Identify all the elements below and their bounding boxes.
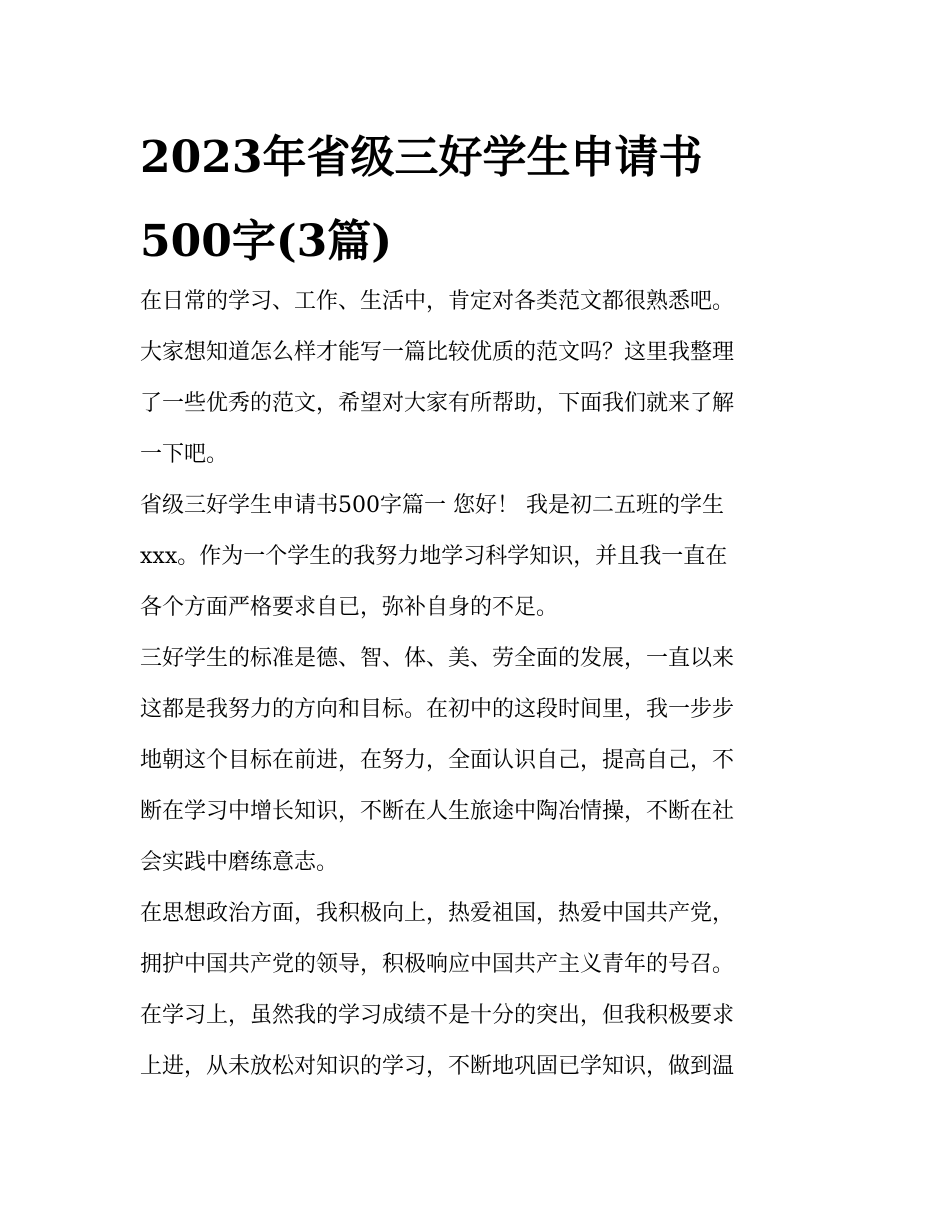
text-line: 在学习上，虽然我的学习成绩不是十分的突出，但我积极要求 bbox=[140, 1003, 735, 1028]
text-line: 这都是我努力的方向和目标。在初中的这段时间里，我一步步 bbox=[140, 697, 735, 722]
text-line: 上进，从未放松对知识的学习，不断地巩固已学知识，做到温 bbox=[140, 1054, 735, 1079]
document-body bbox=[140, 276, 820, 1092]
text-line: 省级三好学生申请书500字篇一 您好！ 我是初二五班的学生 bbox=[140, 493, 724, 518]
paragraph-intro bbox=[140, 276, 820, 480]
title-line: 2023年省级三好学生申请书 bbox=[140, 132, 703, 183]
paragraph-study bbox=[140, 990, 820, 1092]
document-title bbox=[140, 116, 820, 284]
text-line: xxx。作为一个学生的我努力地学习科学知识，并且我一直在 bbox=[140, 544, 728, 569]
title-line: 500字(3篇) bbox=[140, 216, 393, 267]
paragraph-politics bbox=[140, 888, 820, 990]
text-line: 拥护中国共产党的领导，积极响应中国共产主义青年的号召。 bbox=[140, 952, 735, 977]
text-line: 地朝这个目标在前进，在努力，全面认识自己，提高自己，不 bbox=[140, 748, 735, 773]
text-line: 了一些优秀的范文，希望对大家有所帮助，下面我们就来了解 bbox=[140, 391, 735, 416]
text-line: 大家想知道怎么样才能写一篇比较优质的范文吗？这里我整理 bbox=[140, 340, 735, 365]
text-line: 三好学生的标准是德、智、体、美、劳全面的发展，一直以来 bbox=[140, 646, 735, 671]
text-line: 一下吧。 bbox=[140, 442, 229, 467]
text-line: 在思想政治方面，我积极向上，热爱祖国，热爱中国共产党， bbox=[140, 901, 735, 926]
text-line: 各个方面严格要求自已，弥补自身的不足。 bbox=[140, 595, 559, 620]
text-line: 在日常的学习、工作、生活中，肯定对各类范文都很熟悉吧。 bbox=[140, 289, 735, 314]
paragraph-standards bbox=[140, 633, 820, 888]
text-line: 断在学习中增长知识，不断在人生旅途中陶冶情操，不断在社 bbox=[140, 799, 735, 824]
paragraph-greeting bbox=[140, 480, 820, 633]
text-line: 会实践中磨练意志。 bbox=[140, 850, 339, 875]
